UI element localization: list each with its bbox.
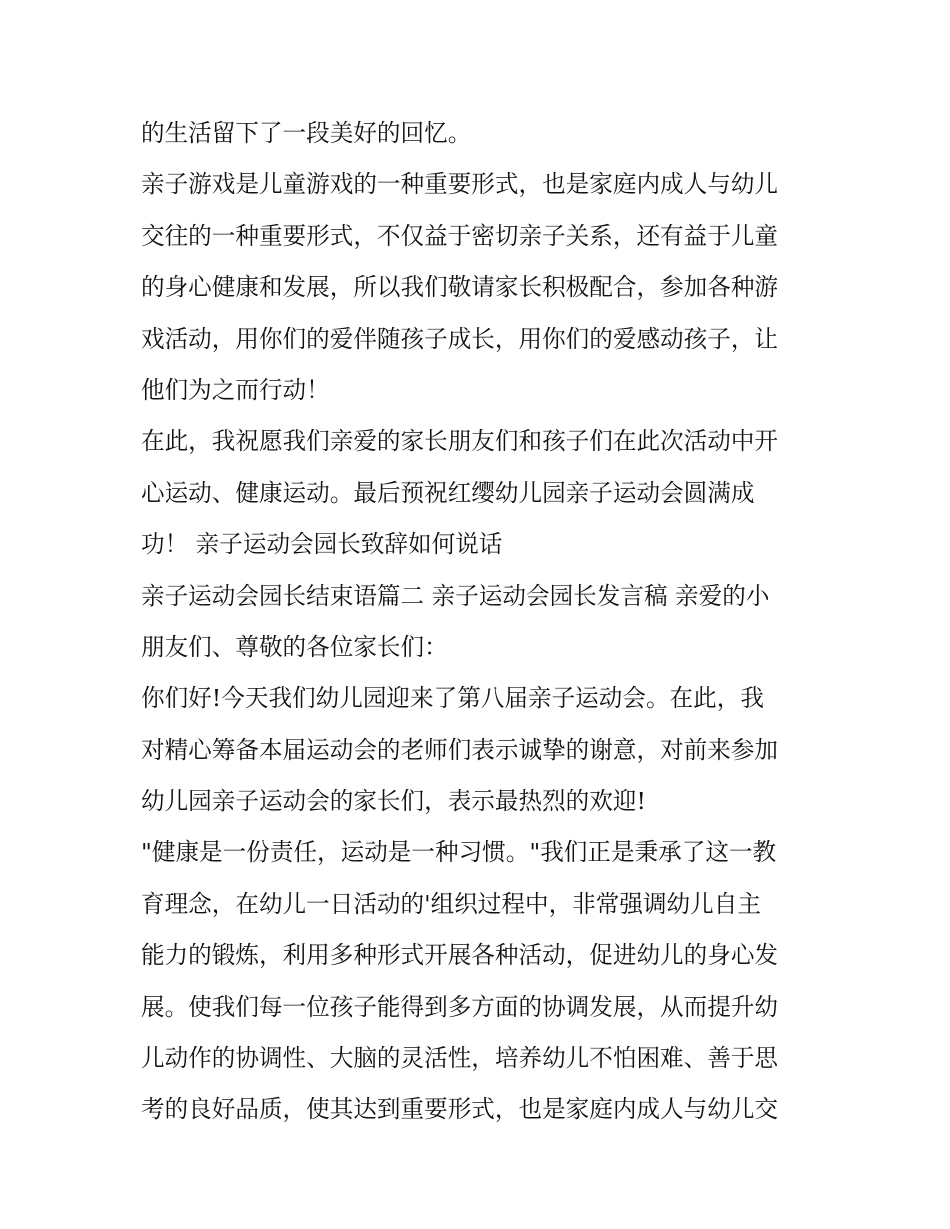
text-line-7: 在此，我祝愿我们亲爱的家长朋友们和孩子们在此次活动中开 <box>141 427 779 456</box>
text-line-14: 幼儿园亲子运动会的家长们，表示最热烈的欢迎! <box>141 787 646 816</box>
text-line-18: 展。使我们每一位孩子能得到多方面的协调发展，从而提升幼 <box>141 992 779 1021</box>
text-line-6: 他们为之而行动！ <box>141 375 330 404</box>
text-line-16: 育理念，在幼儿一日活动的'组织过程中，非常强调幼儿自主 <box>141 889 761 918</box>
text-line-3: 交往的一种重要形式，不仅益于密切亲子关系，还有益于儿童 <box>141 221 779 250</box>
text-line-11: 朋友们、尊敬的各位家长们： <box>141 632 448 661</box>
text-line-2: 亲子游戏是儿童游戏的一种重要形式，也是家庭内成人与幼儿 <box>141 170 779 199</box>
text-line-20: 考的良好品质，使其达到重要形式，也是家庭内成人与幼儿交 <box>141 1095 779 1124</box>
text-line-9: 功！ 亲子运动会园长致辞如何说话 <box>141 530 503 559</box>
text-line-5: 戏活动，用你们的爱伴随孩子成长，用你们的爱感动孩子，让 <box>141 324 779 353</box>
text-line-13: 对精心筹备本届运动会的老师们表示诚挚的谢意，对前来参加 <box>141 735 779 764</box>
text-line-4: 的身心健康和发展，所以我们敬请家长积极配合，参加各种游 <box>141 273 779 302</box>
text-line-19: 儿动作的协调性、大脑的灵活性，培养幼儿不怕困难、善于思 <box>141 1044 779 1073</box>
text-line-15: "健康是一份责任，运动是一种习惯。"我们正是秉承了这一教 <box>141 838 777 867</box>
body-text <box>141 108 831 1136</box>
text-line-8: 心运动、健康运动。最后预祝红缨幼儿园亲子运动会圆满成 <box>141 478 755 507</box>
text-line-17: 能力的锻炼，利用多种形式开展各种活动，促进幼儿的身心发 <box>141 941 779 970</box>
text-line-10: 亲子运动会园长结束语篇二 亲子运动会园长发言稿 亲爱的小 <box>141 581 770 610</box>
text-line-1: 的生活留下了一段美好的回忆。 <box>141 119 472 147</box>
text-line-12: 你们好!今天我们幼儿园迎来了第八届亲子运动会。在此，我 <box>141 684 764 713</box>
